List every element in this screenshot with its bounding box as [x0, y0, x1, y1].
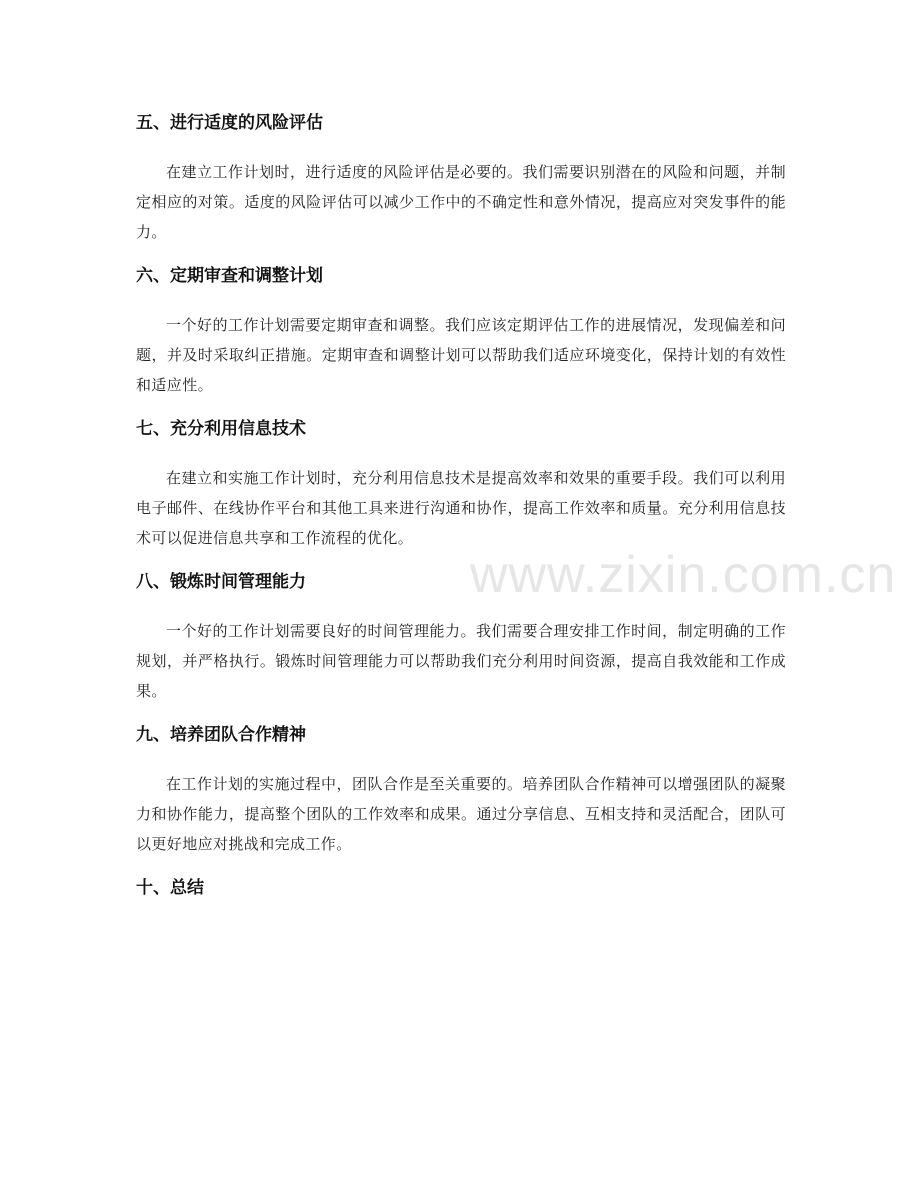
section-summary — [136, 873, 786, 903]
section-title: 五、进行适度的风险评估 — [136, 113, 323, 133]
section-paragraph: 在建立和实施工作计划时，充分利用信息技术是提高效率和效果的重要手段。我们可以利用电子邮件、在线协作平台和其他工具来进行沟通和协作，提高工作效率和质量。充分利用信息技术可以促进信息共享和工作流程的优化。 — [136, 469, 786, 547]
section-information-technology — [136, 414, 786, 553]
section-paragraph: 在工作计划的实施过程中，团队合作是至关重要的。培养团队合作精神可以增强团队的凝聚力和协作能力，提高整个团队的工作效率和成果。通过分享信息、互相支持和灵活配合，团队可以更好地应对挑战和完成工作。 — [136, 775, 786, 853]
section-teamwork — [136, 720, 786, 859]
section-title: 九、培养团队合作精神 — [136, 725, 306, 745]
section-review-plan — [136, 261, 786, 400]
watermark: www.zixin.com.cn — [470, 546, 897, 604]
section-paragraph: 一个好的工作计划需要良好的时间管理能力。我们需要合理安排工作时间，制定明确的工作规划，并严格执行。锻炼时间管理能力可以帮助我们充分利用时间资源，提高自我效能和工作成果。 — [136, 622, 786, 700]
section-time-management — [136, 567, 786, 706]
section-paragraph: 在建立工作计划时，进行适度的风险评估是必要的。我们需要识别潜在的风险和问题，并制定相应的对策。适度的风险评估可以减少工作中的不确定性和意外情况，提高应对突发事件的能力。 — [136, 163, 786, 241]
document-content — [136, 108, 786, 922]
section-paragraph: 一个好的工作计划需要定期审查和调整。我们应该定期评估工作的进展情况，发现偏差和问题，并及时采取纠正措施。定期审查和调整计划可以帮助我们适应环境变化，保持计划的有效性和适应性。 — [136, 316, 786, 394]
section-title: 六、定期审查和调整计划 — [136, 266, 323, 286]
section-title: 七、充分利用信息技术 — [136, 419, 306, 439]
section-risk-assessment — [136, 108, 786, 247]
section-title: 八、锻炼时间管理能力 — [136, 572, 306, 592]
section-title: 十、总结 — [136, 878, 204, 898]
